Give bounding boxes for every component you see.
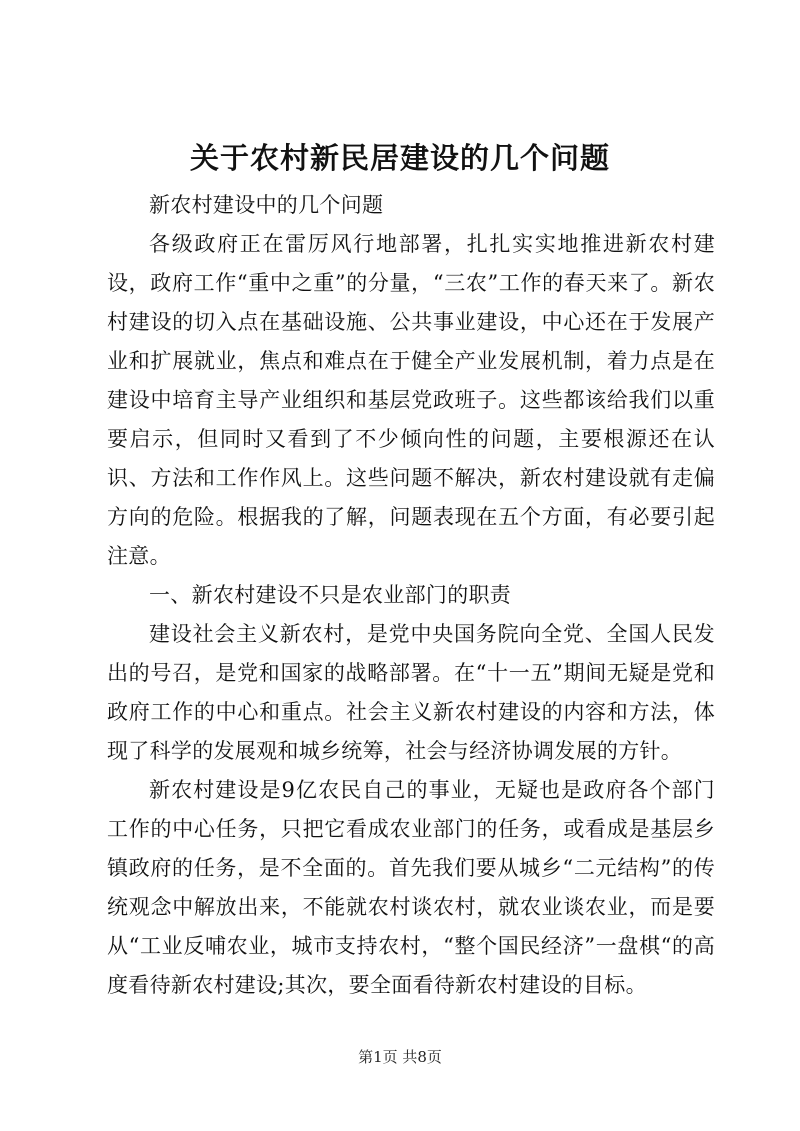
section-heading: 新农村建设中的几个问题: [149, 193, 384, 217]
body-paragraph: 新农村建设是9亿农民自己的事业，无疑也是政府各个部门工作的中心任务，只把它看成农业部门的任务，或看成是基层乡镇政府的任务，是不全面的。首先我们要从城乡“二元结构”的传统观念中解放出来，不能就农村谈农村，就农业谈农业，而是要从“工业反哺农业，城市支持农村，“整个国民经济”一盘棋“的高度看待新农村建设;其次，要全面看待新农村建设的目标。: [107, 778, 715, 997]
section-heading: 一、新农村建设不只是农业部门的职责: [149, 583, 512, 607]
document-title: 关于农村新民居建设的几个问题: [189, 141, 610, 175]
page-footer: 第1页 共8页: [358, 1048, 442, 1066]
body-paragraph: 建设社会主义新农村，是党中央国务院向全党、全国人民发出的号召，是党和国家的战略部署。在“十一五”期间无疑是党和政府工作的中心和重点。社会主义新农村建设的内容和方法，体现了科学的发展观和城乡统筹，社会与经济协调发展的方针。: [107, 622, 715, 763]
document-body: [107, 186, 715, 1005]
body-paragraph: 各级政府正在雷厉风行地部署，扎扎实实地推进新农村建设，政府工作“重中之重”的分量，“三农”工作的春天来了。新农村建设的切入点在基础设施、公共事业建设，中心还在于发展产业和扩展就业，焦点和难点在于健全产业发展机制，着力点是在建设中培育主导产业组织和基层党政班子。这些都该给我们以重要启示，但同时又看到了不少倾向性的问题，主要根源还在认识、方法和工作作风上。这些问题不解决，新农村建设就有走偏方向的危险。根据我的了解，问题表现在五个方面，有必要引起注意。: [107, 232, 715, 568]
